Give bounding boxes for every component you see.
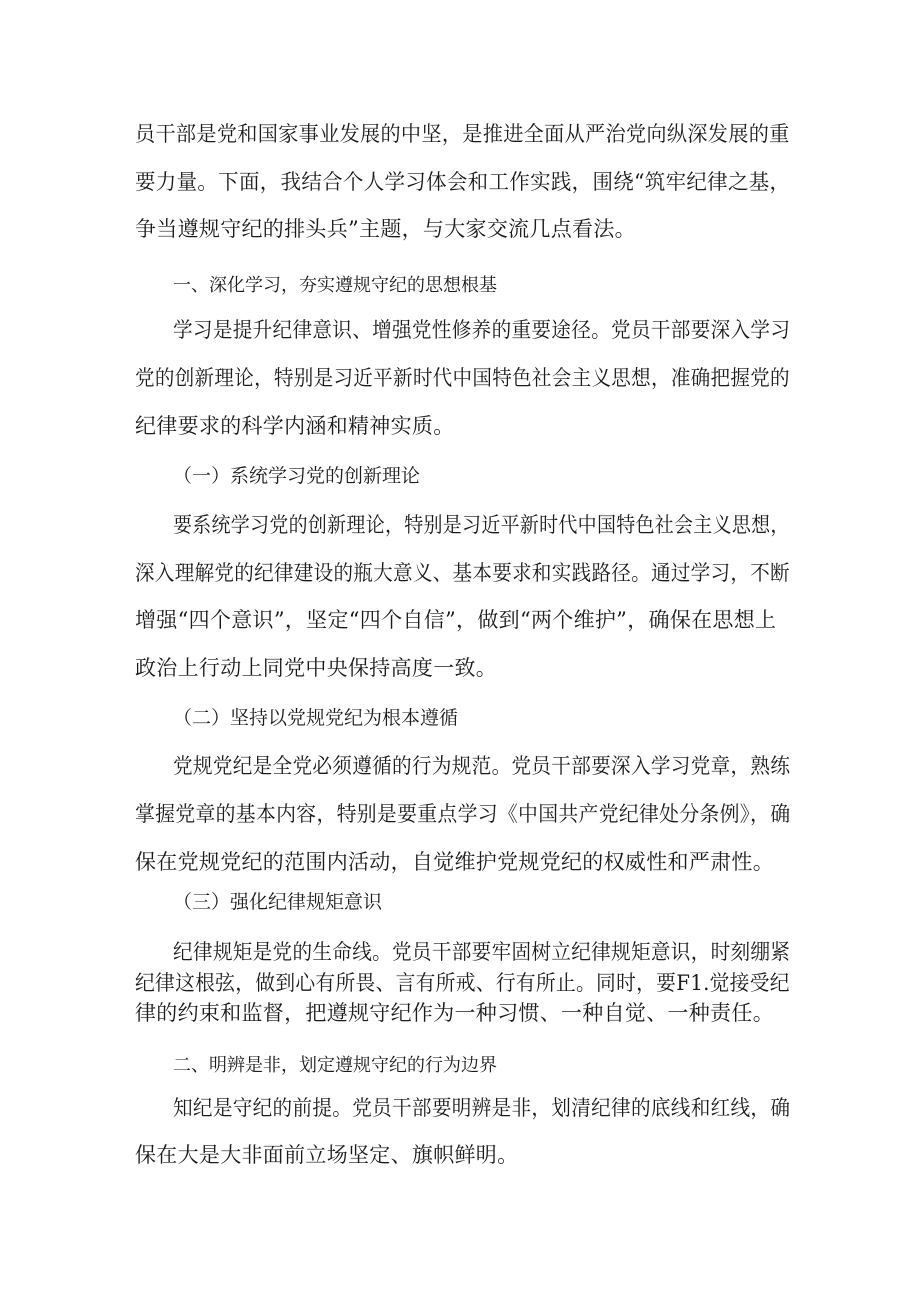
sub1-body-line-1: 要系统学习党的创新理论，特别是习近平新时代中国特色社会主义思想， bbox=[173, 513, 790, 537]
sub2-body-line-2: 掌握党章的基本内容，特别是要重点学习《中国共产党纪律处分条例》，确 bbox=[135, 802, 791, 826]
sub3-body-line-2: 纪律这根弦，做到心有所畏、言有所戒、行有所止。同时，要F1.觉接受纪 bbox=[135, 971, 790, 995]
sub3-heading: （三）强化纪律规矩意识 bbox=[173, 891, 383, 913]
section2-body-line-2: 保在大是大非面前立场坚定、旗帜鲜明。 bbox=[135, 1143, 519, 1167]
section1-body-line-3: 纪律要求的科学内涵和精神实质。 bbox=[135, 414, 455, 438]
sub2-body-line-1: 党规党纪是全党必须遵循的行为规范。党员干部要深入学习党章，熟练 bbox=[173, 754, 791, 778]
section2-heading: 二、明辨是非，划定遵规守纪的行为边界 bbox=[173, 1055, 497, 1076]
sub3-body-line-3: 律的约束和监督，把遵规守纪作为一种习惯、一种自觉、一种责任。 bbox=[135, 1001, 774, 1025]
sub1-body-line-4: 政治上行动上同党中央保持高度一致。 bbox=[135, 656, 498, 680]
sub2-heading: （二）坚持以党规党纪为根本遵循 bbox=[173, 707, 459, 729]
intro-line-2: 要力量。下面，我结合个人学习体会和工作实践，围绕“筑牢纪律之基， bbox=[135, 170, 791, 194]
sub3-body-line-1: 纪律规矩是党的生命线。党员干部要牢固树立纪律规矩意识，时刻绷紧 bbox=[173, 940, 791, 964]
intro-line-1: 员干部是党和国家事业发展的中坚，是推进全面从严治党向纵深发展的重 bbox=[135, 122, 790, 146]
section2-body-line-1: 知纪是守纪的前提。党员干部要明辨是非，划清纪律的底线和红线，确 bbox=[173, 1096, 791, 1120]
section1-body-line-2: 党的创新理论，特别是习近平新时代中国特色社会主义思想，准确把握党的 bbox=[135, 366, 790, 390]
section1-heading: 一、深化学习，夯实遵规守纪的思想根基 bbox=[173, 275, 497, 296]
intro-line-3: 争当遵规守纪的排头兵”主题，与大家交流几点看法。 bbox=[135, 217, 636, 241]
sub2-body-line-3: 保在党规党纪的范围内活动，自觉维护党规党纪的权威性和严肃性。 bbox=[135, 850, 774, 874]
sub1-body-line-3: 增强“四个意识”，坚定“四个自信”，做到“两个维护”，确保在思想上 bbox=[135, 608, 777, 632]
sub1-heading: （一）系统学习党的创新理论 bbox=[173, 465, 421, 487]
section1-body-line-1: 学习是提升纪律意识、增强党性修养的重要途径。党员干部要深入学习 bbox=[173, 318, 791, 342]
sub1-body-line-2: 深入理解党的纪律建设的瓶大意义、基本要求和实践路径。通过学习，不断 bbox=[135, 561, 790, 585]
